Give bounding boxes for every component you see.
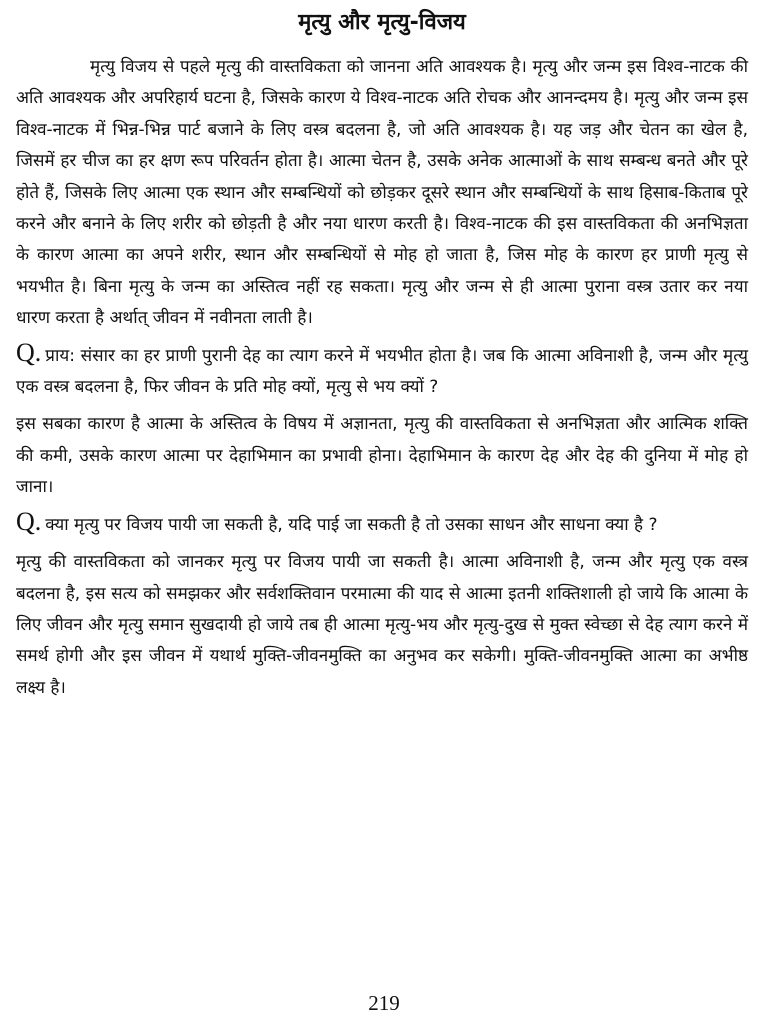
intro-paragraph: मृत्यु विजय से पहले मृत्यु की वास्तविकता को जानना अति आवश्यक है। मृत्यु और जन्म इस विश्व-नाटक की अति आवश्यक और अपरिहार्य घटना है, जिसके कारण ये विश्व-नाटक अति रोचक और आनन्दमय है। मृत्यु और जन्म इस विश्व-नाटक में भिन्न-भिन्न पार्ट बजाने के लिए वस्त्र बदलना है, जो अति आवश्यक है। यह जड़ और चेतन का खेल है, जिसमें हर चीज का हर क्षण रूप परिवर्तन होता है। आत्मा चेतन है, उसके अनेक आत्माओं के साथ सम्बन्ध बनते और पूरे होते हैं, जिसके लिए आत्मा एक स्थान और सम्बन्धियों को छोड़कर दूसरे स्थान और सम्बन्धियों के साथ हिसाब-किताब पूरे करने और बनाने के लिए शरीर को छोड़ती है और नया धारण करती है। विश्व-नाटक की इस वास्तविकता की अनभिज्ञता के कारण आत्मा का अपने शरीर, स्थान और सम्बन्धियों से मोह हो जाता है, जिस मोह के कारण हर प्राणी मृत्यु से भयभीत है। बिना मृत्यु के जन्म का अस्तित्व नहीं रह सकता। मृत्यु और जन्म से ही आत्मा पुराना वस्त्र उतार कर नया धारण करता है अर्थात् जीवन में नवीनता लाती है। (16, 57, 748, 329)
page-title: मृत्यु और मृत्यु-विजय (298, 10, 466, 35)
page-number: 219 (368, 991, 400, 1015)
question-1 (16, 337, 748, 404)
question-marker: Q. (16, 337, 42, 367)
question-2-text: क्या मृत्यु पर विजय पायी जा सकती है, यदि पाई जा सकती है तो उसका साधन और साधना क्या है ? (45, 514, 658, 535)
question-2 (16, 506, 748, 541)
answer-2: मृत्यु की वास्तविकता को जानकर मृत्यु पर विजय पायी जा सकती है। आत्मा अविनाशी है, जन्म और मृत्यु एक वस्त्र बदलना है, इस सत्य को समझकर और सर्वशक्तिवान परमात्मा की याद से आत्मा इतनी शक्तिशाली हो जाये कि आत्मा के लिए जीवन और मृत्यु समान सुखदायी हो जाये तब ही आत्मा मृत्यु-भय और मृत्यु-दुख से मुक्त स्वेच्छा से देह त्याग करने में समर्थ होगी और इस जीवन में यथार्थ मुक्ति-जीवनमुक्ति का अनुभव कर सकेगी। मुक्ति-जीवनमुक्ति आत्मा का अभीष्ठ लक्ष्य है। (16, 552, 748, 698)
question-1-text: प्राय: संसार का हर प्राणी पुरानी देह का त्याग करने में भयभीत होता है। जब कि आत्मा अविनाशी है, जन्म और मृत्यु एक वस्त्र बदलना है, फिर जीवन के प्रति मोह क्यों, मृत्यु से भय क्यों ? (16, 345, 748, 398)
question-marker: Q. (16, 506, 42, 536)
answer-1: इस सबका कारण है आत्मा के अस्तित्व के विषय में अज्ञानता, मृत्यु की वास्तविकता से अनभिज्ञता और आत्मिक शक्ति की कमी, उसके कारण आत्मा पर देहाभिमान का प्रभावी होना। देहाभिमान के कारण देह और देह की दुनिया में मोह हो जाना। (16, 414, 748, 498)
